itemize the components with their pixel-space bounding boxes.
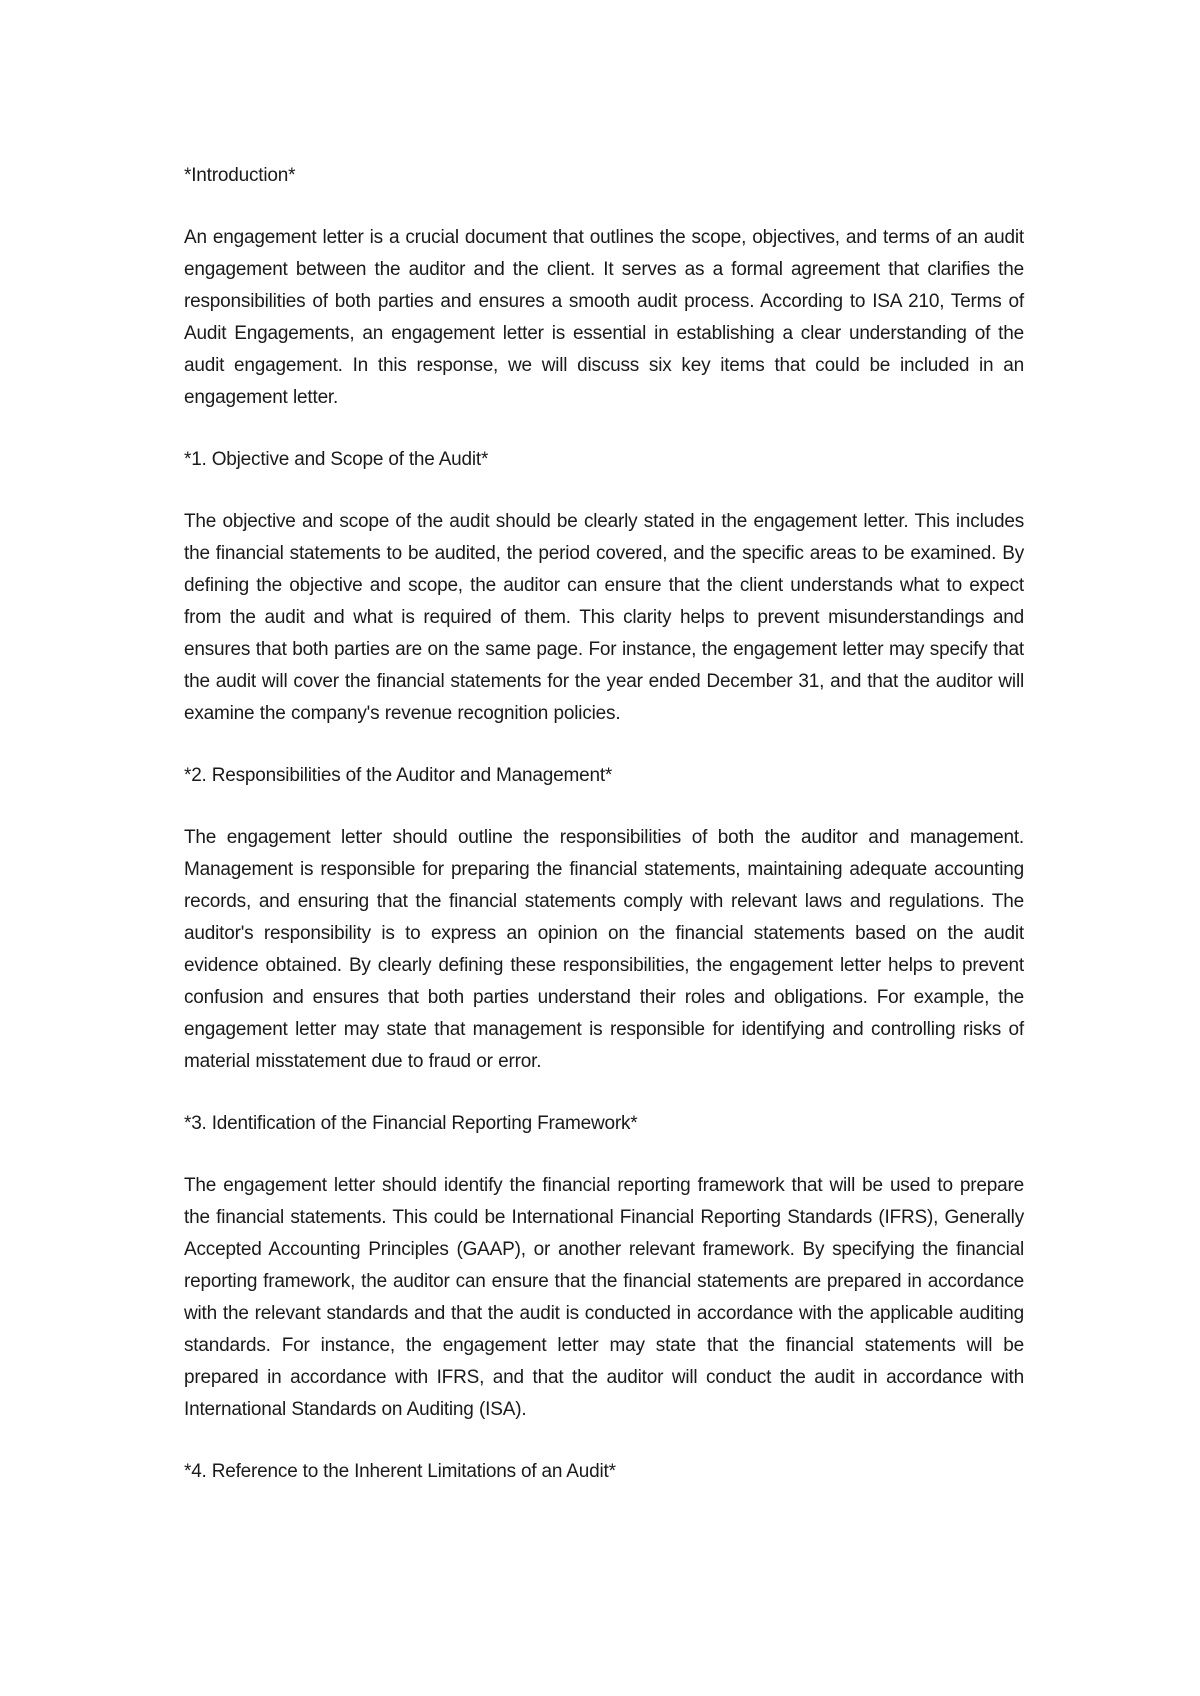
section-paragraph-objective-scope: The objective and scope of the audit should be clearly stated in the engagement letter. This includes the financial statements to be audited, the period covered, and the specific areas to be examined. By defining the objective and scope, the auditor can ensure that the client understands what to expect from the audit and what is required of them. This clarity helps to prevent misunderstandings and ensures that both parties are on the same page. For instance, the engagement letter may specify that the audit will cover the financial statements for the year ended December 31, and that the auditor will examine the company's revenue recognition policies. [184,511,1024,724]
section-paragraph-introduction: An engagement letter is a crucial document that outlines the scope, objectives, and terms of an audit engagement between the auditor and the client. It serves as a formal agreement that clarifies the responsibilities of both parties and ensures a smooth audit process. According to ISA 210, Terms of Audit Engagements, an engagement letter is essential in establishing a clear understanding of the audit engagement. In this response, we will discuss six key items that could be included in an engagement letter. [184,227,1024,408]
document-body [184,160,1024,1518]
section-heading-responsibilities: *2. Responsibilities of the Auditor and Management* [184,765,613,786]
section-paragraph-responsibilities: The engagement letter should outline the responsibilities of both the auditor and management. Management is responsible for preparing the financial statements, maintaining adequate accounting records, and ensuring that the financial statements comply with relevant laws and regulations. The auditor's responsibility is to express an opinion on the financial statements based on the audit evidence obtained. By clearly defining these responsibilities, the engagement letter helps to prevent confusion and ensures that both parties understand their roles and obligations. For example, the engagement letter may state that management is responsible for identifying and controlling risks of material misstatement due to fraud or error. [184,827,1024,1072]
section-heading-reporting-framework: *3. Identification of the Financial Reporting Framework* [184,1113,638,1134]
section-paragraph-reporting-framework: The engagement letter should identify the financial reporting framework that will be used to prepare the financial statements. This could be International Financial Reporting Standards (IFRS), Generally Accepted Accounting Principles (GAAP), or another relevant framework. By specifying the financial reporting framework, the auditor can ensure that the financial statements are prepared in accordance with the relevant standards and that the audit is conducted in accordance with the applicable auditing standards. For instance, the engagement letter may state that the financial statements will be prepared in accordance with IFRS, and that the auditor will conduct the audit in accordance with International Standards on Auditing (ISA). [184,1175,1024,1420]
section-heading-introduction: *Introduction* [184,165,296,186]
section-heading-objective-scope: *1. Objective and Scope of the Audit* [184,449,489,470]
section-heading-inherent-limitations: *4. Reference to the Inherent Limitations of an Audit* [184,1461,616,1482]
